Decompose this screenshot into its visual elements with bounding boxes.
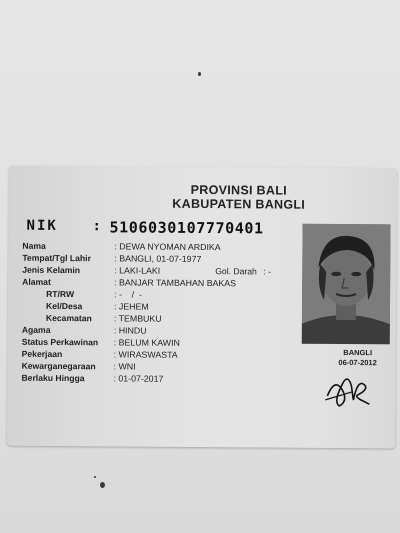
field-value-tempat-tgl-lahir: : BANGLI, 01-07-1977 (114, 253, 202, 264)
issue-place-date (328, 348, 388, 367)
issue-date: 06-07-2012 (338, 357, 377, 367)
field-value-agama: : HINDU (113, 325, 147, 336)
dust-speck (94, 476, 96, 478)
field-value-jenis-kelamin: : LAKI-LAKI (114, 265, 161, 276)
dust-speck (198, 72, 201, 76)
dust-speck (100, 482, 105, 488)
portrait-icon (302, 224, 391, 345)
field-label-kewarganegaraan: Kewarganegaraan (21, 360, 96, 372)
field-label-status-perkawinan: Status Perkawinan (21, 336, 99, 348)
nik-value: 5106030107770401 (109, 218, 264, 238)
signature-icon (321, 366, 373, 410)
field-label-alamat: Alamat (22, 276, 51, 287)
id-card (7, 166, 397, 449)
id-photo (302, 224, 391, 345)
field-value-status-perkawinan: : BELUM KAWIN (113, 337, 180, 348)
field-label-gol-darah: Gol. Darah (215, 266, 257, 277)
issue-place: BANGLI (343, 347, 373, 358)
field-label-nama: Nama (22, 240, 46, 251)
field-label-tempat-tgl-lahir: Tempat/Tgl Lahir (22, 252, 91, 264)
field-label-kel-desa: Kel/Desa (45, 300, 83, 312)
field-value-kewarganegaraan: : WNI (113, 361, 136, 372)
field-value-gol-darah: : - (263, 266, 272, 277)
nik-colon: : (92, 218, 102, 235)
field-value-nama: : DEWA NYOMAN ARDIKA (114, 241, 221, 253)
field-value-kel-desa: : JEHEM (113, 301, 149, 312)
card-province: PROVINSI BALI (190, 182, 288, 198)
field-label-pekerjaan: Pekerjaan (21, 348, 63, 360)
field-label-rt-rw: RT/RW (46, 288, 75, 300)
field-value-berlaku-hingga: : 01-07-2017 (113, 373, 164, 384)
field-label-agama: Agama (21, 324, 51, 335)
field-label-kecamatan: Kecamatan (45, 312, 92, 324)
card-regency: KABUPATEN BANGLI (172, 196, 306, 212)
field-value-rt-rw: : - / - (114, 289, 142, 300)
field-value-alamat: : BANJAR TAMBAHAN BAKAS (114, 277, 237, 289)
field-label-jenis-kelamin: Jenis Kelamin (22, 264, 81, 276)
field-label-berlaku-hingga: Berlaku Hingga (21, 372, 85, 384)
field-value-kecamatan: : TEMBUKU (113, 313, 162, 324)
field-value-pekerjaan: : WIRASWASTA (113, 349, 178, 360)
nik-label: NIK (26, 217, 58, 234)
